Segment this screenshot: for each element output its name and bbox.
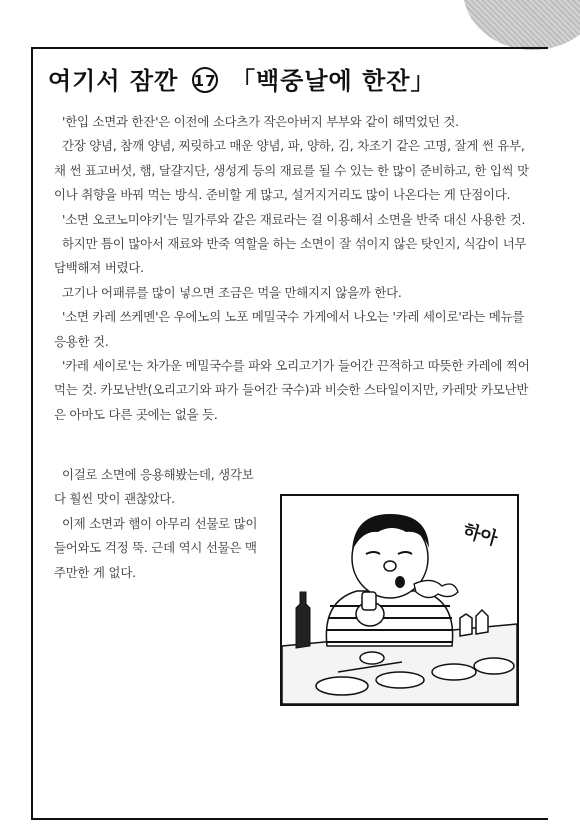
bottle-right [460,614,472,636]
paragraph: 간장 양념, 참깨 양념, 찌릿하고 매운 양념, 파, 양하, 김, 차조기 같은 고명, 잘게 썬 유부, 채 썬 표고버섯, 햄, 달걀지단, 생성게 등의 재료를 될 수 있는 한 많이 준비하고, 한 입씩 맛이나 취향을 바꿔 먹는 방식. 준비할 게 많고, 설거지거리도 많이 나온다는 게 단점이다. [54,138,529,203]
title-number-badge: 17 [192,67,218,93]
corner-decoration [463,0,580,50]
paragraph: 고기나 어패류를 많이 넣으면 조금은 먹을 만해지지 않을까 한다. [62,284,402,300]
comic-illustration [282,496,517,704]
paragraph: '소면 오코노미야키'는 밀가루와 같은 재료라는 걸 이용해서 소면을 반죽 대신 사용한 것. [62,211,526,227]
title-prefix: 여기서 잠깐 [48,67,179,95]
dish [432,664,476,680]
comic-panel [280,494,519,706]
section-title [48,64,435,98]
bottle-right-2 [476,610,488,634]
small-bowl [360,652,384,664]
mouth-shape [395,576,405,588]
title-quote: 「백중날에 한잔」 [231,67,436,95]
paragraph: '한입 소면과 한잔'은 이전에 소다츠가 작은아버지 부부와 같이 해먹었던 것. [62,114,459,129]
breath-puff [414,580,458,597]
dish [376,672,424,688]
paragraph: 이제 소면과 햄이 아무리 선물로 많이 들어와도 걱정 뚝. 근데 역시 선물은 맥주만한 게 없다. [54,515,258,580]
paragraph: 이걸로 소면에 응용해봤는데, 생각보다 훨씬 맛이 괜찮았다. [54,467,254,507]
paragraph: '카레 세이로'는 차가운 메밀국수를 파와 오리고기가 들어간 끈적하고 따뜻한 카레에 찍어 먹는 것. 카모난반(오리고기와 파가 들어간 국수)과 비슷한 스타일이지만, 카레맛 카모난반은 아마도 다른 곳에는 없을 듯. [54,358,530,422]
side-text [54,463,264,585]
paragraph: '소면 카레 쓰케멘'은 우에노의 노포 메밀국수 가게에서 나오는 '카레 세이로'라는 메뉴를 응용한 것. [54,309,525,349]
dish [474,658,514,674]
body-text [54,110,534,427]
paragraph: 하지만 틈이 많아서 재료와 반죽 역할을 하는 소면이 잘 섞이지 않은 탓인지, 식감이 너무 담백해져 버렸다. [54,236,527,276]
sfx-text: 하아 [460,520,500,550]
cup-shape [362,592,376,610]
dish [316,677,368,695]
bottle-left [296,592,310,648]
nose-shape [384,561,396,571]
